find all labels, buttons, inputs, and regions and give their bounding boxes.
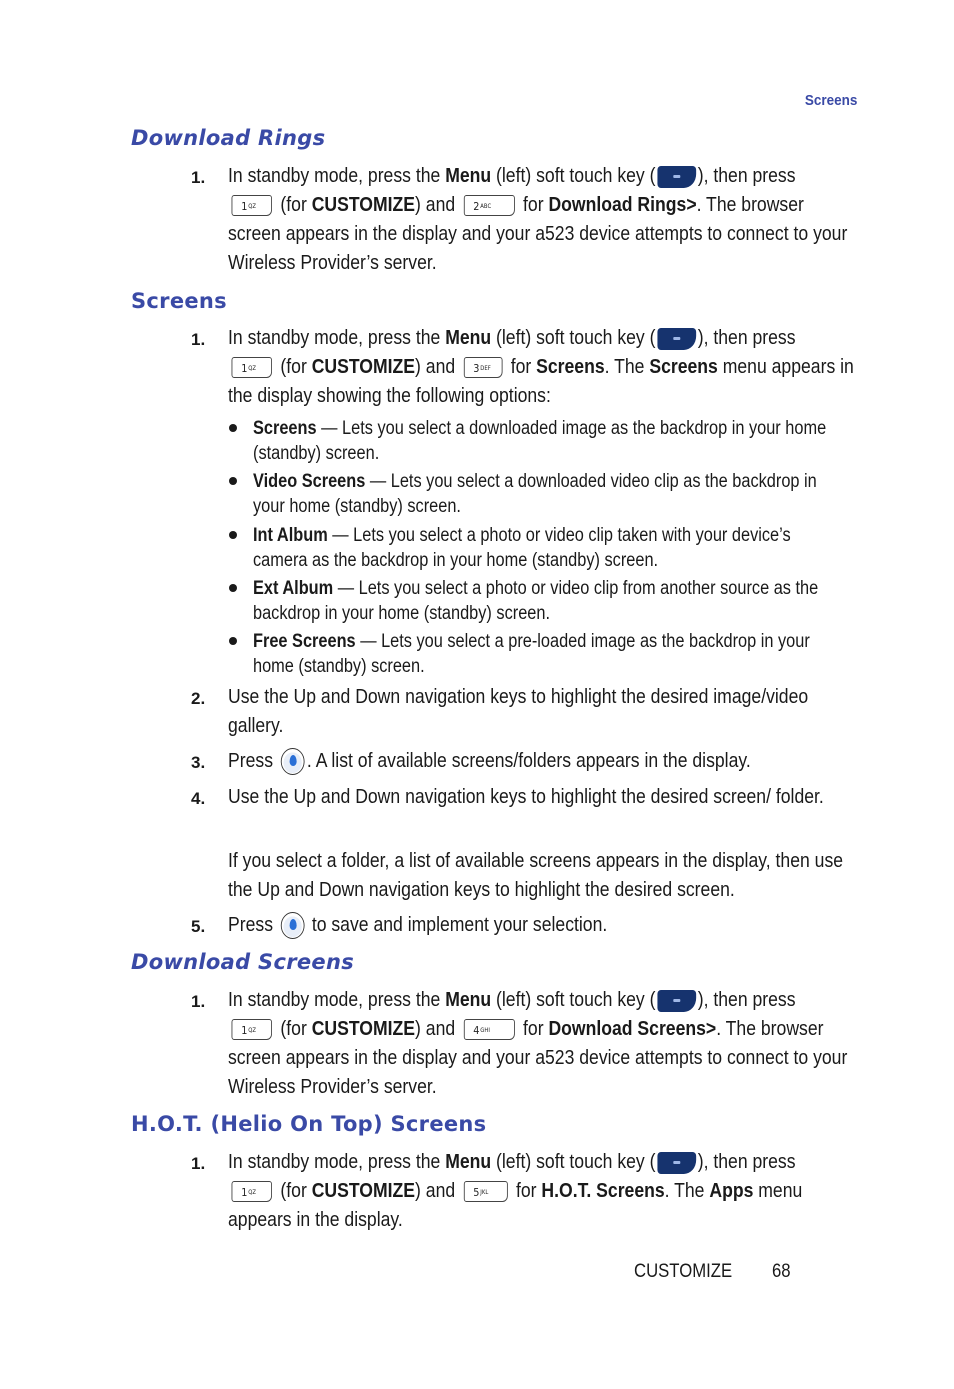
step-number: 1. <box>191 330 206 349</box>
option-item: Int Album — Lets you select a photo or video clip taken with your device’s camera as the backdrop in your home (standby) screen. <box>253 525 791 571</box>
left-soft-key-icon <box>657 328 696 350</box>
option-item: Free Screens — Lets you select a pre-loaded image as the backdrop in your home (standby) screen. <box>253 631 810 677</box>
footer-section: CUSTOMIZE <box>634 1261 733 1282</box>
step-number: 4. <box>191 789 206 808</box>
key-1-icon: $1^{QZ}$ <box>232 357 272 378</box>
key-5-icon: $5^{JKL}$ <box>464 1181 508 1202</box>
section-title-download-screens: Download Screens <box>131 950 355 974</box>
ok-key-icon <box>281 912 305 939</box>
step-text: In standby mode, press the Menu (left) soft touch key ( ), then press $1^{QZ}$ (for CUSTOMIZE) and $3^{DEF}$ for Screens. The Screens menu appears in the display showing the following options: <box>228 327 854 407</box>
bullet <box>229 584 237 592</box>
step-number: 3. <box>191 753 206 772</box>
section-title-screens: Screens <box>131 289 227 313</box>
key-1-icon: $1^{QZ}$ <box>232 1019 272 1040</box>
step-number: 1. <box>191 992 206 1011</box>
step-text: Press to save and implement your selection. <box>228 911 860 940</box>
page-number: 68 <box>772 1261 791 1282</box>
option-item: Ext Album — Lets you select a photo or video clip from another source as the backdrop in your home (standby) screen. <box>253 578 819 624</box>
key-4-icon: $4^{GHI}$ <box>464 1019 515 1040</box>
step-text: In standby mode, press the Menu (left) soft touch key ( ), then press $1^{QZ}$ (for CUSTOMIZE) and $2^{ABC}$ for Download Rings>. The browser screen appears in the display and your a523 device attempts to connect to your Wireless Provider’s server. <box>228 165 848 274</box>
key-1-icon: $1^{QZ}$ <box>232 1181 272 1202</box>
step-text: In standby mode, press the Menu (left) soft touch key ( ), then press $1^{QZ}$ (for CUSTOMIZE) and $5^{JKL}$ for H.O.T. Screens. The Apps menu appears in the display. <box>228 1151 803 1231</box>
step-note: If you select a folder, a list of available screens appears in the display, then use the Up and Down navigation keys to highlight the desired screen. <box>228 850 844 901</box>
running-header: Screens <box>804 92 857 109</box>
step-text: Press . A list of available screens/folders appears in the display. <box>228 747 860 776</box>
step-number: 1. <box>191 168 206 187</box>
step-number: 5. <box>191 917 206 936</box>
key-3-icon: $3^{DEF}$ <box>464 357 503 378</box>
option-item: Video Screens — Lets you select a downloaded video clip as the backdrop in your home (standby) screen. <box>253 471 817 517</box>
key-1-icon: $1^{QZ}$ <box>232 195 272 216</box>
section-title-hot-screens: H.O.T. (Helio On Top) Screens <box>131 1112 487 1136</box>
bullet <box>229 477 237 485</box>
option-item: Screens — Lets you select a downloaded image as the backdrop in your home (standby) screen. <box>253 418 827 464</box>
step-text: Use the Up and Down navigation keys to highlight the desired image/video gallery. <box>228 686 809 737</box>
ok-key-icon <box>281 748 305 775</box>
left-soft-key-icon <box>657 1152 696 1174</box>
step-number: 1. <box>191 1154 206 1173</box>
step-text: In standby mode, press the Menu (left) soft touch key ( ), then press $1^{QZ}$ (for CUSTOMIZE) and $4^{GHI}$ for Download Screens>. The browser screen appears in the display and your a523 device attempts to connect to your Wireless Provider’s server. <box>228 989 848 1098</box>
bullet <box>229 424 237 432</box>
step-number: 2. <box>191 689 206 708</box>
section-title-download-rings: Download Rings <box>131 126 326 150</box>
left-soft-key-icon <box>657 166 696 188</box>
step-text: Use the Up and Down navigation keys to highlight the desired screen/ folder. <box>228 786 824 808</box>
left-soft-key-icon <box>657 990 696 1012</box>
key-2-icon: $2^{ABC}$ <box>464 195 515 216</box>
bullet <box>229 637 237 645</box>
bullet <box>229 531 237 539</box>
